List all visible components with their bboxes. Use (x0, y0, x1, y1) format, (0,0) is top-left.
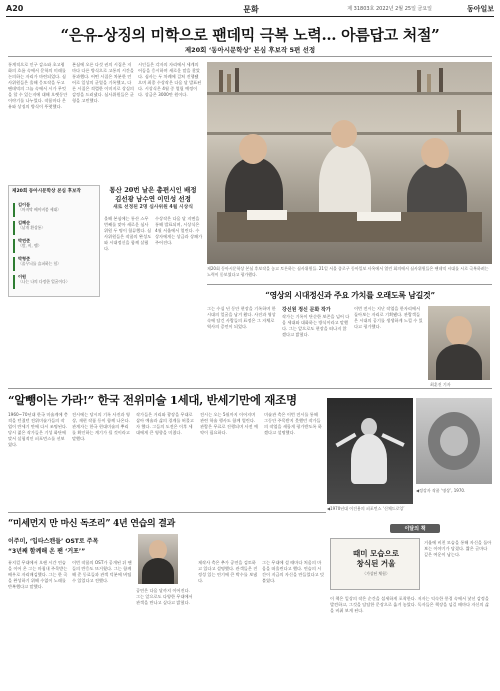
book-title: 때미 모습으로 창식된 거울 (352, 549, 400, 568)
poet-name: 박형준 (18, 256, 31, 261)
book-title: 〈밤, 비, 뱀〉 (18, 243, 42, 248)
photo-caption: ◀정강자 작품 ‘명상’, 1970. (416, 488, 466, 493)
divider (8, 388, 492, 389)
body-text-col: 거울에 비친 모습을 통해 자신을 돌아보는 이야기가 담겼다. 짧은 글마다 깊은 여운이 남는다. (424, 540, 492, 557)
portrait-photo (138, 534, 178, 584)
book-title: 〈마지막 베이비붐 세대〉 (18, 207, 62, 212)
body-text-col: 제작사 측은 추가 공연을 검토하고 있다고 설명했다. 관객들은 진정성 있는 연기에 큰 박수를 보냈다. (198, 560, 258, 583)
portrait-photo (428, 306, 490, 380)
book-title: 〈줄무늬를 슬퍼하는 힘〉 (18, 261, 62, 266)
poet-name: 김이듬 (18, 202, 31, 207)
body-text-col: 그는 무대에 설 때마다 처음의 마음을 떠올린다고 했다. 연습의 시간이 지금의 자신을 만들었다고 덧붙였다. (262, 560, 324, 583)
byline: 최훈진 기자 (430, 382, 451, 387)
photo-caption: ◀1970년대 이건용의 퍼포먼스 ‘신체드로잉’ (327, 506, 405, 511)
body-text-col: 공연은 다음 달까지 이어진다. 그는 앞으로도 다양한 무대에서 관객을 만나고 싶다고 밝혔다. (136, 588, 193, 605)
body-text-col: 통계적으로 인구 감소와 초고령화의 흐름 속에서 문학의 미래를 논의하는 자리가 마련되었다. 심사위원들은 올해 응모작을 두고 팬데믹의 그늘 속에서 시가 무엇을 할 수 있는지에 대해 오랫동안 이야기를 나누었다. 작품마다 은유와 상징의 방식이 뚜렷했다. (8, 62, 68, 109)
issue-meta: 제 31803호 2022년 2월 25일 금요일 (347, 6, 432, 12)
poet-name: 박연준 (18, 238, 31, 243)
photo-caption: 제20회 동아시문학상 본심 후보작을 놓고 토론하는 심사위원들. 21일 서울 종로구 동아일보 사옥에서 열린 회의에서 심사위원들은 팬데믹 시대를 시로 극복하려는 노력이 돋보였다고 평가했다. (207, 266, 489, 277)
section-name: 문화 (243, 5, 259, 14)
body-text-col: 올해 본심에는 통산 스무 번째를 맞아 새로운 심사위원 두 명이 합류했다. 심사위원들은 작품의 완성도와 시대정신을 함께 살폈다. (104, 216, 152, 251)
main-headline: “은유-상징의 미학으로 팬데믹 극복 노력… 아름답고 처절” (60, 26, 440, 44)
newspaper-logo: 동아일보 (466, 4, 494, 13)
story4-headline: “미세먼지 만 마신 독조리” 4년 연습의 결과 (8, 519, 176, 529)
poet-name: 이원 (18, 274, 27, 279)
main-kicker: 제20회 ‘동아시문학상’ 본심 후보작 5편 선정 (184, 46, 316, 54)
story2-subhead: 강신원 정신 문화 작가 (282, 307, 331, 313)
poet-name: 김혜순 (18, 220, 31, 225)
body-text-col: 그는 수십 년 동안 현장을 기록하며 한 시대의 얼굴을 남겨 왔다. 사진과 영상 속에 담긴 사람들의 표정은 그 자체로 역사의 증언이 되었다. (207, 306, 276, 329)
book-info: 〈가상된 체험〉 (362, 571, 390, 576)
photo-artwork (416, 398, 492, 484)
page-header (6, 4, 494, 17)
body-text-col: 이번 작품의 OST가 공개된 뒤 팬들의 반응도 뜨거웠다. 그는 함께해 준 동료들과 관객 덕분에 버틸 수 있었다고 전했다. (72, 560, 132, 583)
book-title: 〈나는 나의 다정한 얼굴이다〉 (18, 279, 70, 284)
divider (8, 512, 326, 513)
photo-judges-meeting (207, 62, 492, 264)
body-text-col: 전시는 오는 5월까지 이어지며 관련 학술 행사도 함께 열린다. 관람은 무료로 진행되며 사전 예약이 필요하다. (200, 412, 258, 435)
body-text-col: 시인들은 각자의 자리에서 세계의 어둠을 응시하며 새로운 말을 찾았다. 심사는 두 차례에 걸쳐 진행됐으며 최종 수상작은 다음 달 발표된다. 시상식은 4월 중 열릴 예정이다. 상금은 3000만 원이다. (138, 62, 202, 97)
book-title: 〈날개 환상통〉 (18, 225, 46, 230)
story4-subhead: 이주미, ‘입타스캔들’ OST로 주목 (8, 538, 99, 545)
book-box-label: 이달의 책 (390, 524, 440, 533)
body-text-col: 전시에는 당시의 기록 사진과 영상, 재현 작품 등이 함께 나온다. 관계자는 한국 현대미술의 뿌리를 확인하는 계기가 될 것이라고 말했다. (72, 412, 130, 441)
story3-headline: “알뺑이는 가라!” 한국 전위미술 1세대, 반세기만에 재조명 (8, 393, 297, 407)
page-number: A20 (6, 4, 24, 13)
body-text-col: 작가는 기록이 단순한 보존을 넘어 다음 세대와 대화하는 방식이라고 말했다. 그는 앞으로도 현장을 떠나지 않겠다고 밝혔다. (282, 314, 350, 337)
story2-headline: “영상의 시대정신과 주요 가치를 오래도록 남길것” (265, 290, 435, 300)
book-cover (330, 538, 420, 590)
body-text-col: 이번 전시는 지난 작업을 한자리에서 돌아보는 자리로 기획됐다. 관람객들은 시대의 공기를 생생하게 느낄 수 있다고 평가했다. (354, 306, 423, 329)
body-text-col: 미술관 측은 이번 전시를 통해 그동안 주목받지 못했던 작가들의 작업을 새롭게 평가받도록 하겠다고 설명했다. (264, 412, 322, 435)
body-text-col: 1960~70년대 한국 미술계에 충격을 던졌던 전위미술가들의 작업이 반세기 만에 다시 조명된다. 당시 젊은 작가들은 기성 화단에 맞서 실험적인 퍼포먼스를 선보였다. (8, 412, 68, 447)
body-text-col: 수상작은 다음 달 지면을 통해 발표되며, 시상식은 4월 서울에서 열린다. 수상자에게는 상금과 상패가 주어진다. (155, 216, 203, 245)
award-box-title: 제20회 동아시문학상 본심 후보작 (12, 189, 81, 194)
story4-subhead: “3년째 함께해 온 팬 ‘거포’” (8, 548, 86, 555)
award-box (8, 185, 100, 297)
divider (207, 284, 492, 285)
body-text-col: 본심에 오른 다섯 권의 시집은 저마다 다른 방식으로 고통의 시간을 통과했다. 어떤 시집은 차분한 언어로 일상의 균열을 기록했고, 다른 시집은 격렬한 이미지로 상실의 감정을 드러냈다. 심사위원들은 균형을 고민했다. (72, 62, 134, 103)
body-text-col: 뮤지컬 무대에서 오랜 시간 연습을 이어 온 그는 마침내 주목받는 배우로 자리매김했다. 그는 한 곡을 완성하기 위해 수없이 노래를 반복했다고 말했다. (8, 560, 68, 589)
side-headline: 통산 20번 낱은 총편시인 배정 김선광 남수연 이민성 선정 새로 선정된 2명 심사위원 4월 시상식 (109, 186, 197, 210)
body-text-col: 이 책은 일상의 작은 순간을 섬세하게 포착한다. 저자는 익숙한 풍경 속에서 낯선 감정을 발견하고, 그것을 담담한 문장으로 옮겨 놓았다. 독자들은 책장을 넘길 때마다 자신의 삶을 비춰 보게 된다. (330, 596, 489, 613)
photo-performance (327, 398, 413, 504)
divider (8, 56, 492, 57)
body-text-col: 작가들은 거리와 광장을 무대로 삼아 예술과 삶의 경계를 허물고자 했다. 그들의 도전은 이후 세대에게 큰 영향을 미쳤다. (136, 412, 194, 435)
